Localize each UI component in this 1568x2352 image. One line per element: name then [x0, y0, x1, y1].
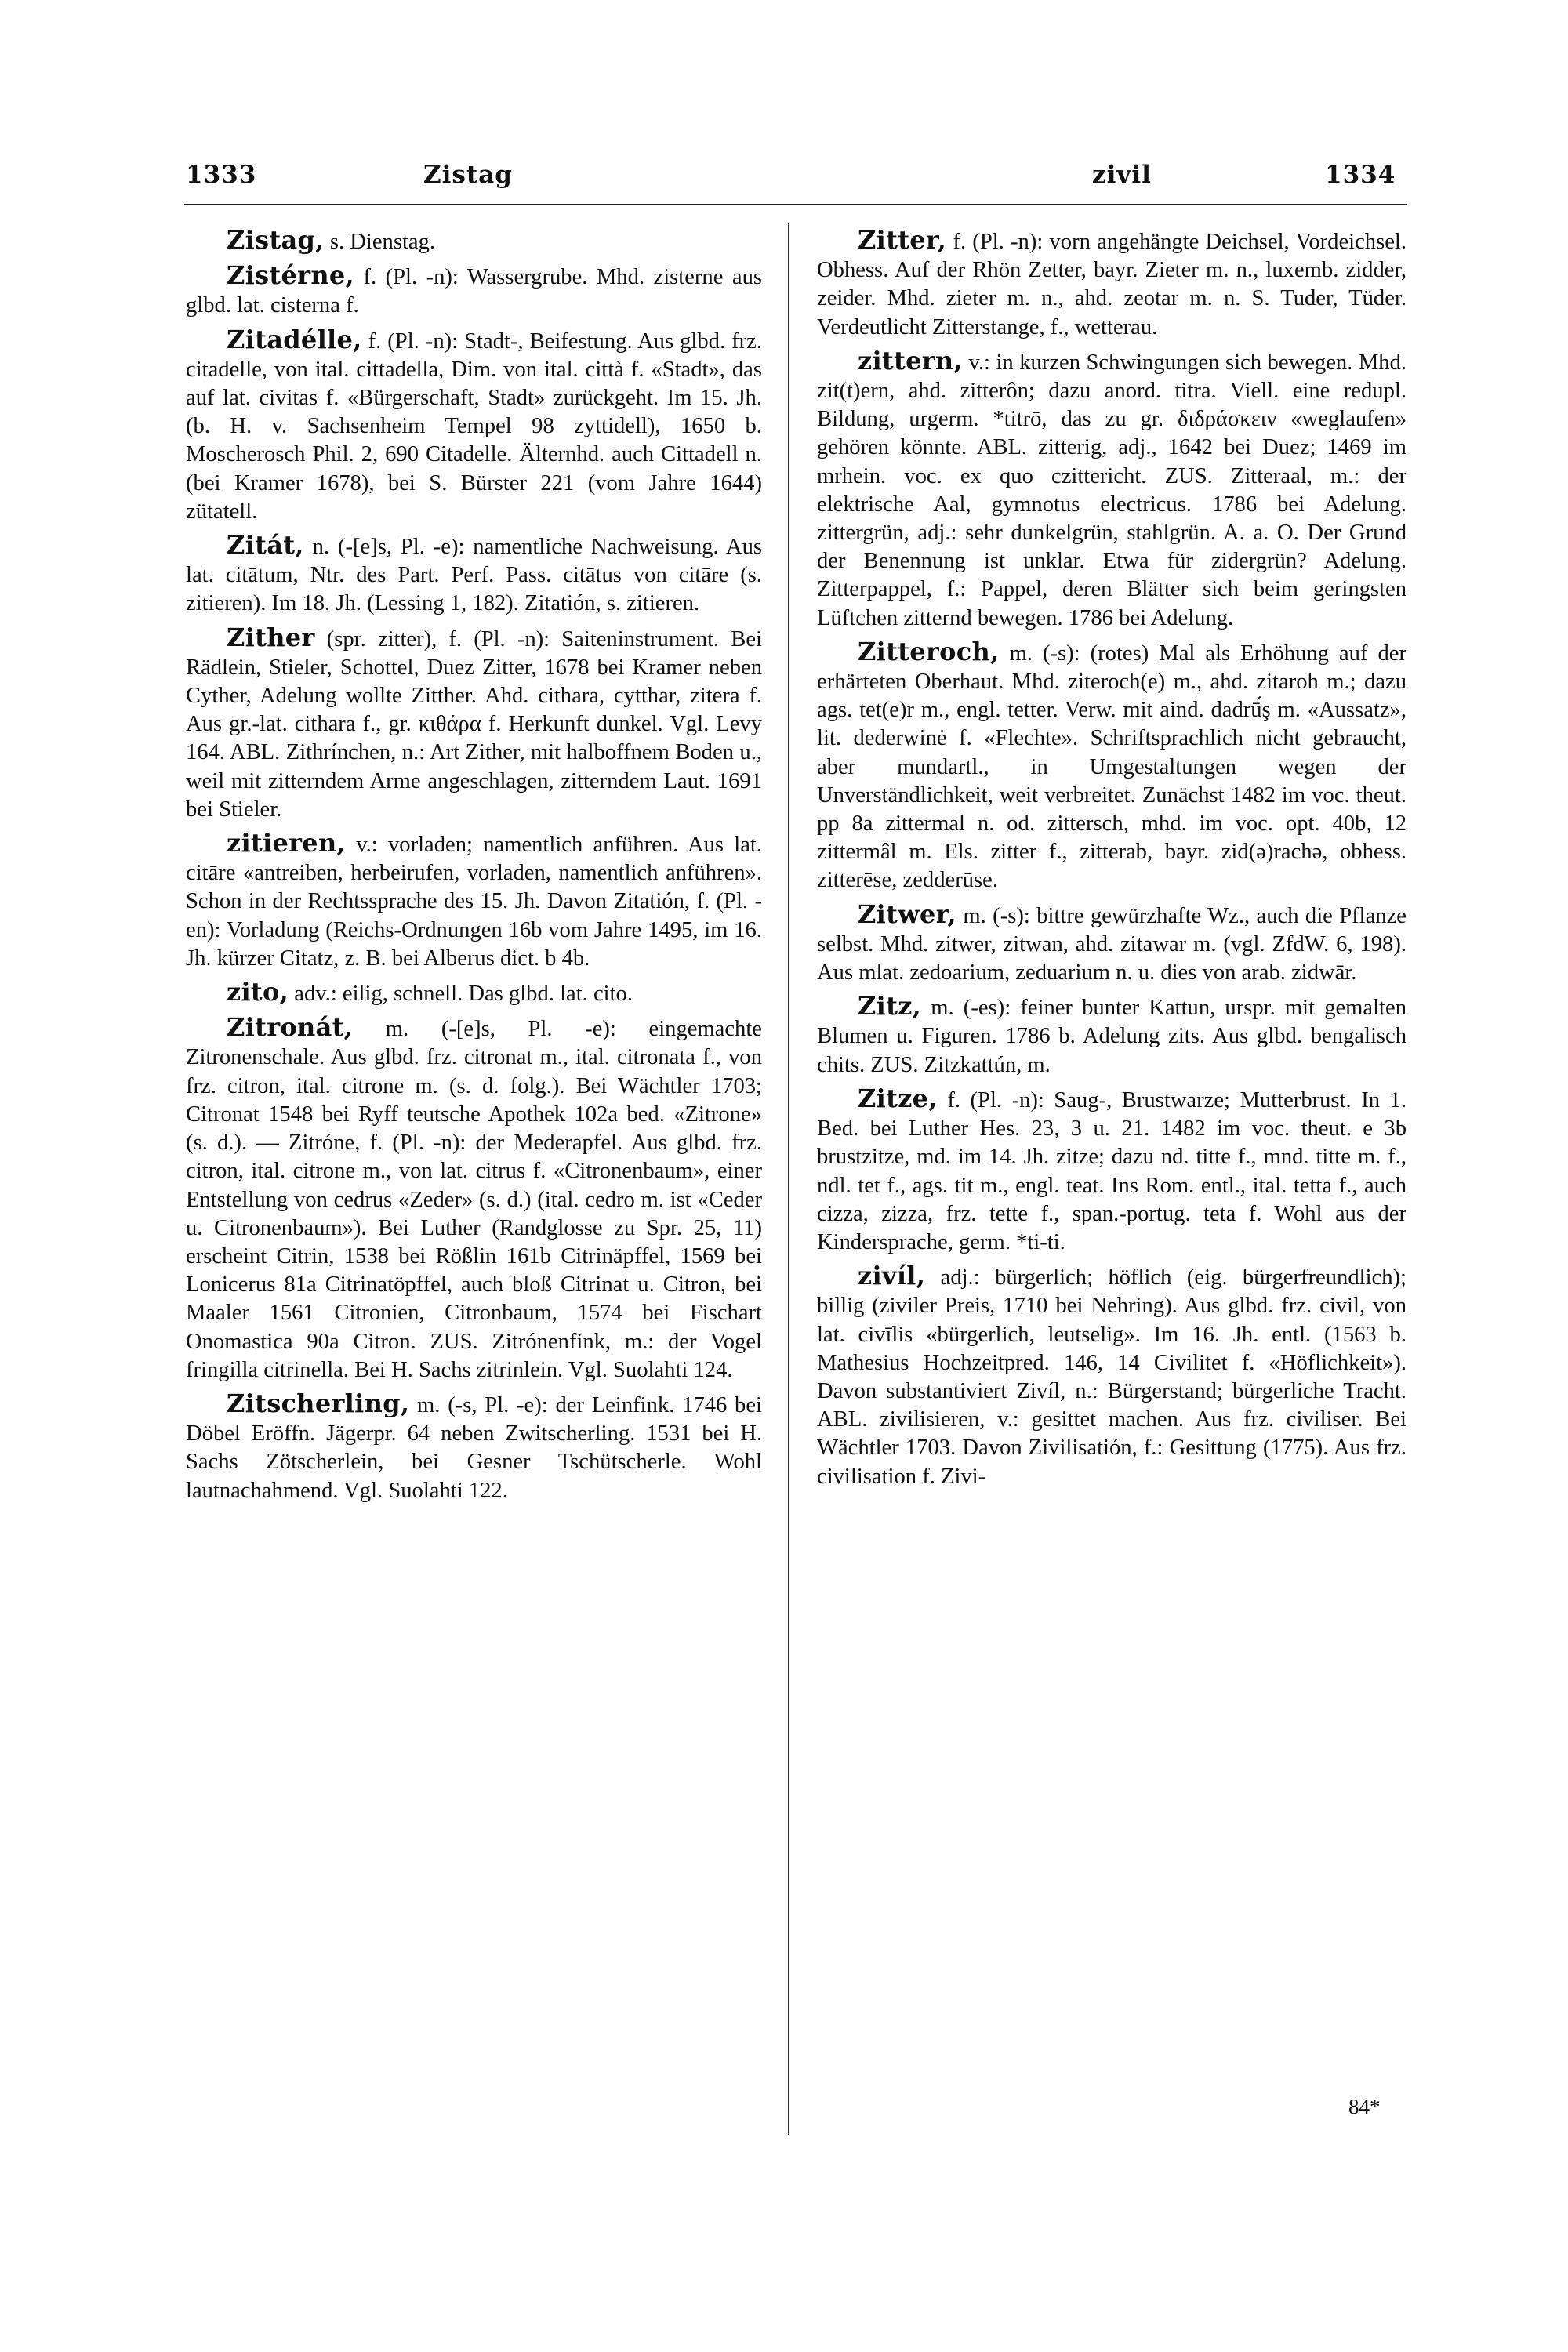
- headword: zito,: [227, 977, 289, 1007]
- running-head-right: zivil: [1092, 161, 1152, 189]
- dictionary-entry: [817, 992, 1406, 1080]
- headword: Zitát,: [227, 530, 304, 561]
- entry-text: m. (-es): feiner bunter Kattun, urspr. mit gemalten Blumen u. Figuren. 1786 b. Adelung zits. Aus glbd. bengalisch chits. ZUS. Zitzkattún, m.: [817, 996, 1406, 1077]
- entry-text: s. Dienstag.: [329, 230, 436, 254]
- dictionary-entry: [817, 1261, 1406, 1491]
- headword: Zitze,: [858, 1083, 938, 1113]
- dictionary-entry: [817, 637, 1406, 895]
- running-head-left: Zistag: [423, 161, 513, 189]
- headword: Zitwer,: [858, 898, 956, 929]
- entry-text: adj.: bürgerlich; höflich (eig. bürgerfreundlich); billig (ziviler Preis, 1710 bei Nehring). Aus glbd. frz. civil, von lat. civīlis «bürgerlich, leutselig». Im 16. Jh. entl. (1563 b. Mathesius Hochzeitpred. 146, 14 Civilitet f. «Höflichkeit»). Davon substantiviert Zivíl, n.: Bürgerstand; bürgerliche Tracht. ABL. zivilisieren, v.: gesittet machen. Aus frz. civiliser. Bei Wächtler 1703. Davon Zivilisatión, f.: Gesittung (1775). Aus frz. civilisation f. Zivi-: [817, 1265, 1406, 1489]
- entry-text: m. (-s): (rotes) Mal als Erhöhung auf der erhärteten Oberhaut. Mhd. ziteroch(e) m., ahd. zitaroh m.; dazu ags. tet(e)r m., engl. tetter. Verw. mit aind. dadrū́ş m. «Aussatz», lit. dederwinė f. «Flechte». Schriftsprachlich nicht gebraucht, aber mundartl., in Umgestaltungen wegen der Unverständlichkeit, weit verbreitet. Zunächst 1482 im voc. theut. pp 8a zittermal n. od. zittersch, mhd. im voc. opt. 40b, 12 zittermâl m. Els. zitter f., zitterab, bayr. zid(ə)rachə, obhess. zitterēse, zedderūse.: [817, 641, 1406, 893]
- entry-text: m. (-[e]s, Pl. -e): eingemachte Zitronenschale. Aus glbd. frz. citronat m., ital. citronata f., von frz. citron, ital. citrone m. (s. d. folg.). Bei Wächtler 1703; Citronat 1548 bei Ryff teutsche Apothek 102a bed. «Zitrone» (s. d.). — Zitróne, f. (Pl. -n): der Mederapfel. Aus glbd. frz. citron, ital. citrone m., von lat. citrus f. «Citronenbaum», einer Entstellung von cedrus «Zeder» (s. d.) (ital. cedro m. ist «Ceder u. Citronenbaum»). Bei Luther (Randglosse zu Spr. 25, 11) erscheint Citrin, 1538 bei Rößlin 161b Citrinäpffel, 1569 bei Lonicerus 81a Citrinatöpffel, auch bloß Citrinat u. Citron, bei Maaler 1561 Citronien, Citronbaum, 1574 bei Fischart Onomastica 90a Citron. ZUS. Zitrónenfink, m.: der Vogel fringilla citrinella. Bei H. Sachs zitrinlein. Vgl. Suolahti 124.: [186, 1017, 762, 1382]
- entry-text: f. (Pl. -n): vorn angehängte Deichsel, Vordeichsel. Obhess. Auf der Rhön Zetter, bayr. Zieter m. n., luxemb. zidder, zeider. Mhd. zieter m. n., ahd. zeotar m. n. S. Tuder, Tüder. Verdeutlicht Zitterstange, f., wetterau.: [817, 230, 1406, 339]
- page-number-right: 1334: [1325, 161, 1396, 189]
- dictionary-entry: [817, 226, 1406, 342]
- headword: Zistérne,: [227, 260, 354, 291]
- dictionary-entry: [186, 325, 762, 526]
- dictionary-entry: [186, 1013, 762, 1385]
- entry-text: adv.: eilig, schnell. Das glbd. lat. cito.: [294, 982, 633, 1007]
- headword: Zitadélle,: [227, 324, 362, 354]
- right-column: [817, 226, 1406, 1491]
- entry-text: f. (Pl. -n): Stadt-, Beifestung. Aus glbd. frz. citadelle, von ital. cittadella, Dim. von ital. città f. «Stadt», das auf lat. civitas f. «Bürgerschaft, Stadt» zurückgeht. Im 15. Jh. (b. H. v. Sachsenheim Tempel 98 zyttidell), 1650 b. Moscherosch Phil. 2, 690 Citadelle. Älternhd. auch Cittadell n. (bei Kramer 1678), bei S. Bürster 221 (vom Jahre 1644) zütatell.: [186, 328, 762, 524]
- headword: Zitz,: [858, 991, 922, 1022]
- headword: Zitter,: [858, 225, 947, 255]
- headword: zittern,: [858, 345, 963, 376]
- headword: Zither: [227, 622, 315, 652]
- headword: zitieren,: [227, 828, 346, 858]
- dictionary-entry: [186, 623, 762, 824]
- dictionary-entry: [817, 1084, 1406, 1257]
- entry-text: v.: vorladen; namentlich anführen. Aus lat. citāre «antreiben, herbeirufen, vorladen, namentlich anführen». Schon in der Rechtssprache des 15. Jh. Davon Zitatión, f. (Pl. -en): Vorladung (Reichs-Ordnungen 16b vom Jahre 1495, im 16. Jh. kürzer Citatz, z. B. bei Alberus dict. b 4b.: [186, 833, 762, 971]
- entry-text: m. (-s, Pl. -e): der Leinfink. 1746 bei Döbel Eröffn. Jägerpr. 64 neben Zwitscherling. 1531 bei H. Sachs Zötscherlein, bei Gesner Tschütscherle. Wohl lautnachahmend. Vgl. Suolahti 122.: [186, 1392, 762, 1503]
- entry-text: (spr. zitter), f. (Pl. -n): Saiteninstrument. Bei Rädlein, Stieler, Schottel, Duez Zitter, 1678 bei Kramer neben Cyther, Adelung wollte Zitther. Ahd. cithara, cytthar, zitera f. Aus gr.-lat. cithara f., gr. κιθάρα f. Herkunft dunkel. Vgl. Levy 164. ABL. Zithrínchen, n.: Art Zither, mit halboffnem Boden u., weil mit zitterndem Arme angeschlagen, zitterndem Laut. 1691 bei Stieler.: [186, 626, 762, 822]
- dictionary-entry: [186, 531, 762, 619]
- signature-mark: 84*: [1348, 2095, 1381, 2118]
- headword: zivíl,: [858, 1261, 926, 1291]
- dictionary-entry: [186, 226, 762, 256]
- dictionary-entry: [817, 347, 1406, 633]
- dictionary-entry: [186, 1389, 762, 1505]
- page-number-left: 1333: [186, 161, 257, 189]
- entry-text: n. (-[e]s, Pl. -e): namentliche Nachweisung. Aus lat. citātum, Ntr. des Part. Perf. Pass. citātus von citāre (s. zitieren). Im 18. Jh. (Lessing 1, 182). Zitatión, s. zitieren.: [186, 535, 762, 616]
- left-column: [186, 226, 762, 1505]
- entry-text: f. (Pl. -n): Saug-, Brustwarze; Mutterbrust. In 1. Bed. bei Luther Hes. 23, 3 u. 21. 1482 im voc. theut. e 3b brustzitze, md. im 14. Jh. zitze; dazu nd. titte f., mnd. titte m. f., ndl. tet f., ags. tit m., engl. teat. Ins Rom. entl., ital. tetta f., auch cizza, zizza, frz. tette f., span.-portug. teta f. Wohl aus der Kindersprache, germ. *ti-ti.: [817, 1087, 1406, 1254]
- headword: Zitronát,: [227, 1012, 354, 1043]
- headword: Zitscherling,: [227, 1388, 410, 1418]
- header-rule: [184, 204, 1407, 205]
- dictionary-entry: [186, 261, 762, 320]
- entry-text: m. (-s): bittre gewürzhafte Wz., auch die Pflanze selbst. Mhd. zitwer, zitwan, ahd. zitawar m. (vgl. ZfdW. 6, 198). Aus mlat. zedoarium, zeduarium n. u. dies von arab. zidwār.: [817, 903, 1406, 985]
- dictionary-entry: [186, 978, 762, 1008]
- entry-text: f. (Pl. -n): Wassergrube. Mhd. zisterne aus glbd. lat. cisterna f.: [186, 265, 762, 318]
- headword: Zitteroch,: [858, 636, 1000, 666]
- column-divider: [788, 223, 789, 2135]
- headword: Zistag,: [227, 225, 325, 255]
- dictionary-entry: [817, 900, 1406, 988]
- dictionary-entry: [186, 829, 762, 973]
- entry-text: v.: in kurzen Schwingungen sich bewegen. Mhd. zit(t)ern, ahd. zitterôn; dazu anord. titra. Viell. eine redupl. Bildung, urgerm. *titrō, das zu gr. διδράσκειν «weglaufen» gehören könnte. ABL. zitterig, adj., 1642 bei Duez; 1469 im mrhein. voc. ex quo czittericht. ZUS. Zitteraal, m.: der elektrische Aal, gymnotus electricus. 1786 bei Adelung. zittergrün, adj.: sehr dunkelgrün, stahlgrün. A. a. O. Der Grund der Benennung ist unklar. Etwa für zidergrün? Adelung. Zitterpappel, f.: Pappel, deren Blätter sich beim geringsten Lüftchen zitternd bewegen. 1786 bei Adelung.: [817, 350, 1406, 630]
